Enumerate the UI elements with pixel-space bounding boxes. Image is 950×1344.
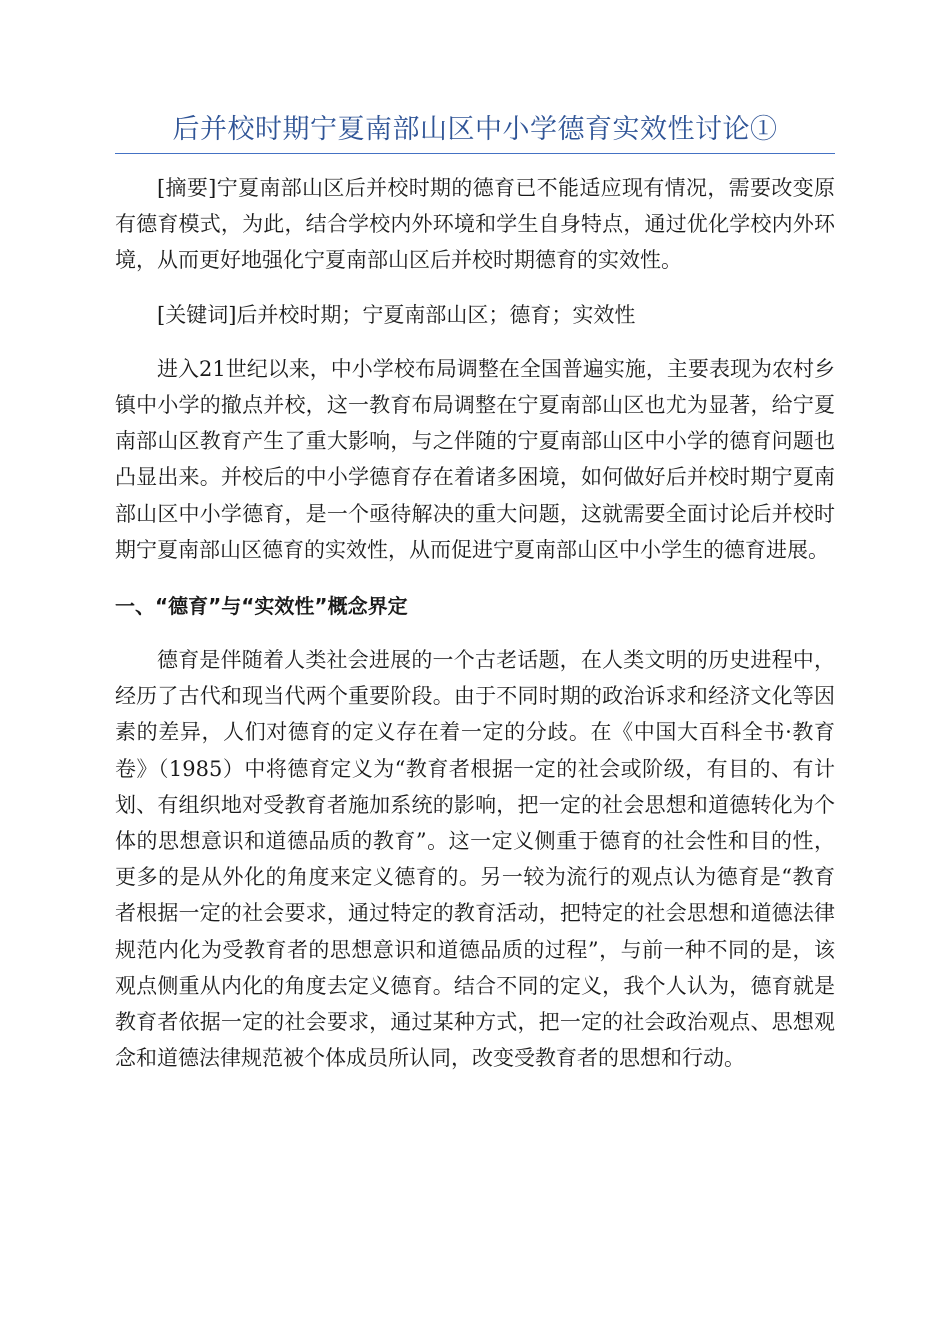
document-body: [115, 170, 835, 1076]
section-heading: 一、“德育”与“实效性”概念界定: [115, 594, 408, 619]
intro-paragraph: 进入21世纪以来，中小学校布局调整在全国普遍实施，主要表现为农村乡镇中小学的撤点并校，这一教育布局调整在宁夏南部山区也尤为显著，给宁夏南部山区教育产生了重大影响，与之伴随的宁夏南部山区中小学的德育问题也凸显出来。并校后的中小学德育存在着诸多困境，如何做好后并校时期宁夏南部山区中小学德育，是一个亟待解决的重大问题，这就需要全面讨论后并校时期宁夏南部山区德育的实效性，从而促进宁夏南部山区中小学生的德育进展。: [115, 356, 835, 562]
abstract-paragraph: [摘要]宁夏南部山区后并校时期的德育已不能适应现有情况，需要改变原有德育模式，为此，结合学校内外环境和学生自身特点，通过优化学校内外环境，从而更好地强化宁夏南部山区后并校时期德育的实效性。: [115, 176, 835, 273]
document-title: 后并校时期宁夏南部山区中小学德育实效性讨论①: [172, 114, 778, 145]
section-paragraph: 德育是伴随着人类社会进展的一个古老话题，在人类文明的历史进程中，经历了古代和现当代两个重要阶段。由于不同时期的政治诉求和经济文化等因素的差异，人们对德育的定义存在着一定的分歧。在《中国大百科全书·教育卷》（1985）中将德育定义为“教育者根据一定的社会或阶级，有目的、有计划、有组织地对受教育者施加系统的影响，把一定的社会思想和道德转化为个体的思想意识和道德品质的教育”。这一定义侧重于德育的社会性和目的性，更多的是从外化的角度来定义德育的。另一较为流行的观点认为德育是“教育者根据一定的社会要求，通过特定的教育活动，把特定的社会思想和道德法律规范内化为受教育者的思想意识和道德品质的过程”，与前一种不同的是，该观点侧重从内化的角度去定义德育。结合不同的定义，我个人认为，德育就是教育者依据一定的社会要求，通过某种方式，把一定的社会政治观点、思想观念和道德法律规范被个体成员所认同，改变受教育者的思想和行动。: [115, 648, 835, 1071]
title-underline: [115, 153, 835, 154]
keywords-paragraph: [关键词]后并校时期；宁夏南部山区；德育；实效性: [157, 302, 636, 327]
